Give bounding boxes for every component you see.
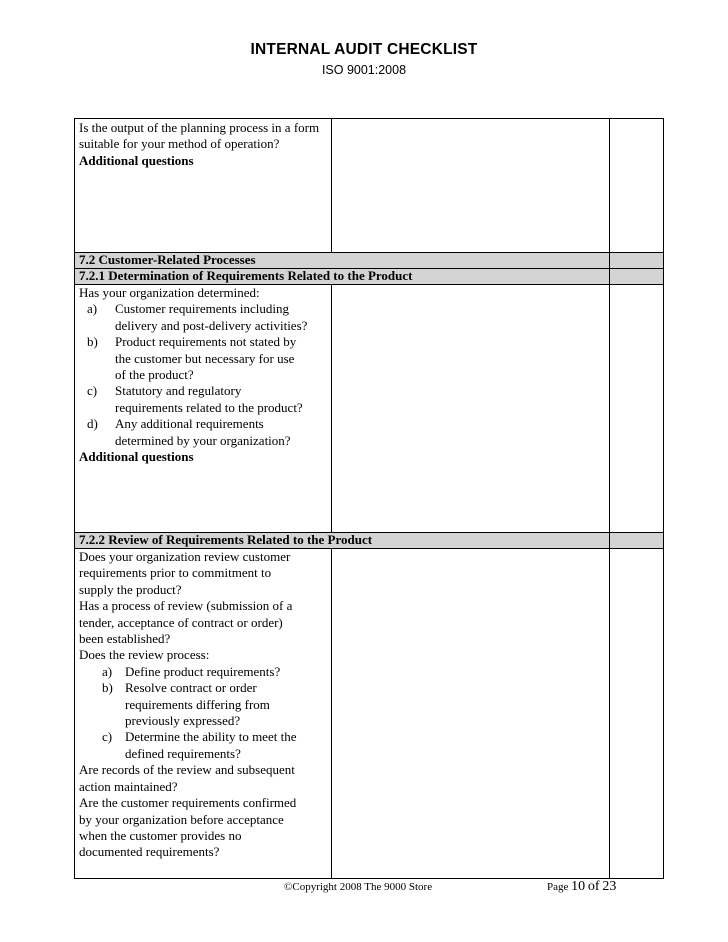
checklist-row-planning-output: [74, 118, 664, 252]
section-heading-row-7-2-2: [74, 532, 664, 548]
list-label: c): [87, 383, 98, 399]
list-item: [79, 664, 341, 680]
list-text: defined requirements?: [125, 745, 241, 761]
table-border: [74, 548, 664, 549]
list-text: Determine the ability to meet the: [125, 729, 297, 745]
page-label: Page: [547, 881, 569, 893]
question-line: Does your organization review customer: [79, 549, 291, 564]
question-line: by your organization before acceptance: [79, 811, 284, 827]
list-text: Define product requirements?: [125, 663, 281, 679]
table-border: [74, 532, 664, 533]
list-text: of the product?: [115, 367, 194, 383]
list-text: the customer but necessary for use: [115, 350, 295, 366]
list-item: [79, 383, 341, 416]
table-border: [74, 118, 664, 119]
page-number: [547, 879, 616, 895]
section-heading-7-2-1: 7.2.1 Determination of Requirements Related to the Product: [79, 268, 413, 283]
document-subtitle: ISO 9001:2008: [321, 63, 407, 77]
checklist-row-7-2-1: [74, 284, 664, 532]
list-label: b): [102, 680, 113, 696]
copyright-notice: ©Copyright 2008 The 9000 Store: [284, 881, 433, 893]
page-current: 10: [571, 879, 586, 894]
list-text: determined by your organization?: [115, 432, 291, 448]
list-label: a): [87, 301, 98, 317]
list-text: Product requirements not stated by: [115, 334, 297, 350]
additional-questions-label: Additional questions: [79, 152, 194, 168]
question-line: action maintained?: [79, 778, 178, 794]
question-line: Has a process of review (submission of a: [79, 598, 293, 614]
question-line: Are the customer requirements confirmed: [79, 795, 297, 811]
question-line: tender, acceptance of contract or order): [79, 614, 283, 630]
additional-questions-label: Additional questions: [79, 449, 194, 465]
question-line: documented requirements?: [79, 844, 220, 860]
list-item: [79, 416, 341, 449]
intro-text: Has your organization determined:: [79, 285, 260, 300]
section-heading-7-2-2: 7.2.2 Review of Requirements Related to the Product: [79, 532, 373, 547]
list-label: d): [87, 416, 98, 432]
question-line: supply the product?: [79, 581, 182, 597]
section-heading-row-7-2-1: [74, 268, 664, 284]
document-title: INTERNAL AUDIT CHECKLIST: [250, 41, 478, 58]
list-item: [79, 301, 341, 334]
section-heading-row-7-2: [74, 252, 664, 268]
list-text: previously expressed?: [125, 713, 241, 729]
question-text: Is the output of the planning process in a form suitable for your method of operation?: [79, 120, 320, 152]
checklist-row-7-2-2: [74, 548, 664, 878]
list-text: Statutory and regulatory: [115, 383, 242, 399]
list-text: requirements related to the product?: [115, 399, 303, 415]
list-text: Resolve contract or order: [125, 680, 257, 696]
table-border: [74, 268, 664, 269]
table-border: [74, 284, 664, 285]
question-line: Does the review process:: [79, 647, 210, 663]
list-text: Any additional requirements: [115, 416, 264, 432]
list-text: delivery and post-delivery activities?: [115, 317, 308, 333]
list-label: c): [102, 729, 113, 745]
table-border: [74, 252, 664, 253]
question-line: requirements prior to commitment to: [79, 565, 272, 581]
list-item: [79, 334, 341, 383]
list-item: [79, 680, 341, 729]
question-line: been established?: [79, 631, 171, 647]
question-line: when the customer provides no: [79, 827, 242, 843]
list-label: b): [87, 334, 98, 350]
list-text: requirements differing from: [125, 696, 270, 712]
section-heading-7-2: 7.2 Customer-Related Processes: [79, 252, 256, 267]
question-line: Are records of the review and subsequent: [79, 762, 295, 778]
list-label: a): [102, 663, 113, 679]
page-total: 23: [602, 879, 617, 894]
list-text: Customer requirements including: [115, 301, 290, 317]
list-item: [79, 729, 341, 762]
page-of: of: [587, 879, 600, 894]
